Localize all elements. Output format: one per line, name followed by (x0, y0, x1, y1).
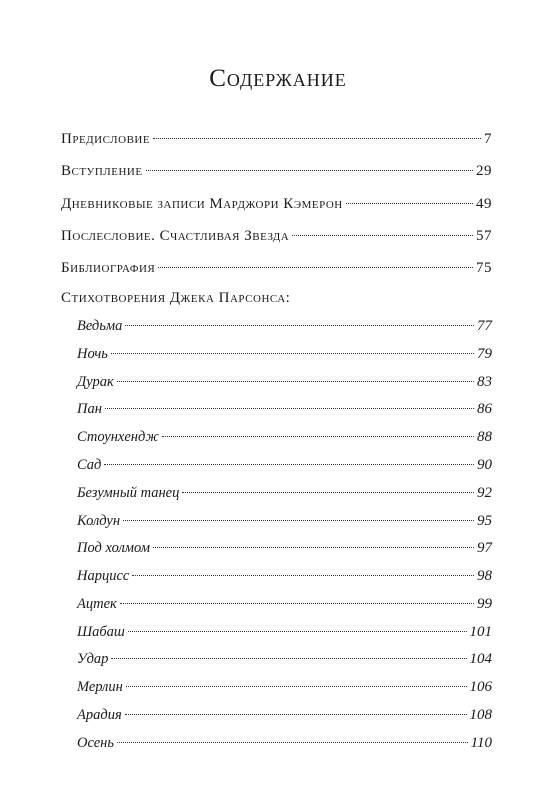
poem-title: Сад (77, 457, 102, 473)
dot-leader (111, 658, 466, 659)
poem-title: Стоунхендж (77, 429, 159, 445)
toc-entry-page: 57 (476, 228, 492, 244)
poem-page: 98 (477, 568, 492, 584)
poem-page: 88 (477, 429, 492, 445)
toc-entry-label: Дневниковые записи Марджори Кэмерон (61, 196, 343, 212)
poem-page: 101 (469, 624, 492, 640)
dot-leader (104, 464, 474, 465)
poem-title: Дурак (77, 374, 114, 390)
dot-leader (111, 353, 474, 354)
dot-leader (153, 138, 481, 139)
dot-leader (132, 575, 474, 576)
poem-title: Удар (77, 651, 109, 667)
toc-entry-page: 29 (476, 163, 492, 179)
dot-leader (117, 742, 468, 743)
poem-title: Под холмом (77, 540, 150, 556)
poem-page: 79 (477, 346, 492, 362)
poem-title: Осень (77, 735, 114, 751)
poem-page: 95 (477, 513, 492, 529)
dot-leader (125, 325, 474, 326)
poem-entry (77, 704, 492, 726)
poem-entry (77, 454, 492, 476)
poem-page: 99 (477, 596, 492, 612)
section-heading: Стихотворения Джека Парсонса: (61, 290, 291, 306)
poem-entry (77, 371, 492, 393)
poem-title: Пан (77, 401, 102, 417)
toc-entry-page: 75 (476, 260, 492, 276)
dot-leader (128, 631, 467, 632)
toc-entry (61, 128, 492, 150)
dot-leader (292, 235, 473, 236)
poem-title: Безумный танец (77, 485, 180, 501)
poem-title: Нарцисс (77, 568, 130, 584)
dot-leader (125, 714, 467, 715)
poem-entry (77, 621, 492, 643)
toc-entry-label: Предисловие (61, 131, 151, 147)
dot-leader (182, 492, 474, 493)
poem-entry (77, 398, 492, 420)
poem-page: 108 (469, 707, 492, 723)
poem-page: 77 (477, 318, 492, 334)
poem-entry (77, 482, 492, 504)
poem-entry (77, 565, 492, 587)
poem-page: 104 (469, 651, 492, 667)
dot-leader (346, 203, 473, 204)
dot-leader (153, 547, 474, 548)
toc-entry-page: 49 (476, 196, 492, 212)
poem-page: 106 (469, 679, 492, 695)
poem-entry (77, 593, 492, 615)
poem-entry (77, 537, 492, 559)
poem-page: 92 (477, 485, 492, 501)
poem-entry (77, 510, 492, 532)
poem-page: 110 (470, 735, 492, 751)
dot-leader (158, 267, 473, 268)
dot-leader (120, 603, 474, 604)
toc-entry (61, 160, 492, 182)
dot-leader (162, 436, 474, 437)
poem-title: Колдун (77, 513, 121, 529)
poem-entry (77, 426, 492, 448)
poem-page: 90 (477, 457, 492, 473)
poem-entry (77, 648, 492, 670)
toc-entry-label: Послесловие. Счастливая Звезда (61, 228, 290, 244)
toc-entry-label: Вступление (61, 163, 143, 179)
dot-leader (105, 408, 474, 409)
poem-title: Ночь (77, 346, 108, 362)
poem-entry (77, 676, 492, 698)
poem-entry (77, 315, 492, 337)
toc-entry (61, 225, 492, 247)
poem-entry (77, 732, 492, 754)
dot-leader (123, 520, 474, 521)
dot-leader (126, 686, 467, 687)
poem-title: Шабаш (77, 624, 125, 640)
dot-leader (146, 170, 473, 171)
dot-leader (117, 381, 474, 382)
poem-page: 86 (477, 401, 492, 417)
poem-page: 97 (477, 540, 492, 556)
poem-title: Мерлин (77, 679, 123, 695)
poem-title: Арадия (77, 707, 122, 723)
poem-title: Ведьма (77, 318, 123, 334)
poem-title: Ацтек (77, 596, 117, 612)
toc-entry (61, 193, 492, 215)
poem-entry (77, 343, 492, 365)
toc-entry (61, 257, 492, 279)
page-title: Содержание (209, 65, 347, 92)
toc-entry-page: 7 (484, 131, 492, 147)
toc-entry-label: Библиография (61, 260, 156, 276)
poem-page: 83 (477, 374, 492, 390)
